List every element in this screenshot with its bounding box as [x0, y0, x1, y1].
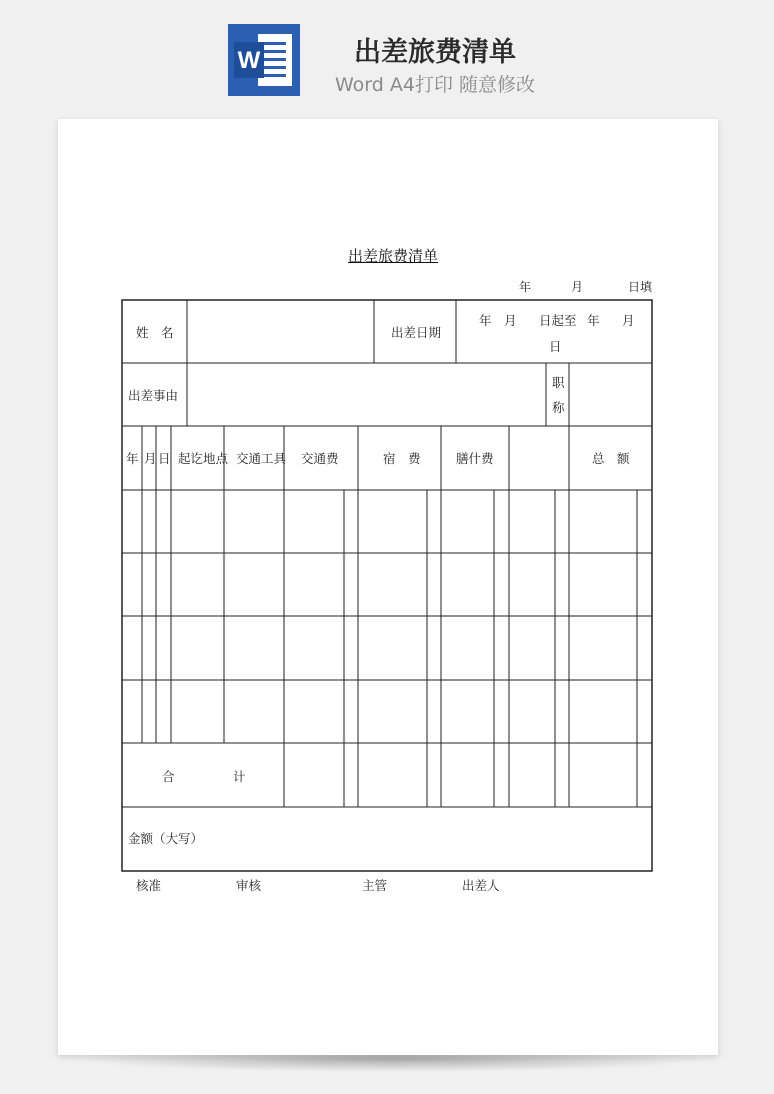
- fill-date-month: 月: [571, 280, 584, 294]
- position-label-2: 称: [552, 400, 565, 415]
- signature-supervisor: 主管: [362, 878, 388, 893]
- col-places: 起讫地点: [178, 451, 229, 466]
- col-lodging: 宿 费: [383, 451, 421, 466]
- signature-review: 审核: [236, 878, 262, 893]
- trip-date-start-day: 日起至: [539, 313, 577, 328]
- col-year: 年: [126, 451, 139, 466]
- sum-label-1: 合: [162, 769, 175, 784]
- name-label: 姓 名: [136, 325, 174, 340]
- col-total: 总 额: [592, 451, 630, 466]
- amount-label: 金额（大写）: [128, 831, 204, 846]
- col-transport: 交通费: [301, 451, 339, 466]
- document-title: 出差旅费清单: [348, 247, 439, 265]
- trip-date-end-year: 年: [587, 313, 600, 328]
- fill-date-year: 年: [519, 280, 532, 294]
- word-document-icon: [228, 24, 300, 96]
- trip-date-start-year: 年: [479, 313, 492, 328]
- fill-date-day: 日填: [628, 280, 653, 294]
- trip-date-start-month: 月: [504, 313, 517, 328]
- trip-date-end-month: 月: [622, 313, 635, 328]
- document-page: [58, 119, 718, 1055]
- col-month: 月: [144, 451, 157, 466]
- position-field[interactable]: [570, 364, 651, 425]
- col-misc: 膳什费: [456, 451, 494, 466]
- expense-table-grid: [58, 119, 718, 1055]
- trip-date-label: 出差日期: [391, 325, 442, 340]
- reason-field[interactable]: [188, 364, 545, 425]
- name-field[interactable]: [188, 301, 373, 362]
- reason-label: 出差事由: [128, 388, 179, 403]
- header-title: 出差旅费清单: [354, 37, 516, 68]
- signature-approve: 核准: [136, 878, 162, 893]
- col-day: 日: [158, 451, 171, 466]
- trip-date-end-day: 日: [549, 339, 562, 354]
- page-header: [0, 0, 774, 110]
- col-vehicle: 交通工具: [236, 451, 287, 466]
- svg-text:W: W: [237, 47, 261, 74]
- header-subtitle: Word A4打印 随意修改: [334, 74, 535, 96]
- amount-field[interactable]: [238, 808, 651, 870]
- sum-label-2: 计: [233, 769, 246, 784]
- signature-traveler: 出差人: [462, 878, 500, 893]
- position-label-1: 职: [552, 375, 565, 390]
